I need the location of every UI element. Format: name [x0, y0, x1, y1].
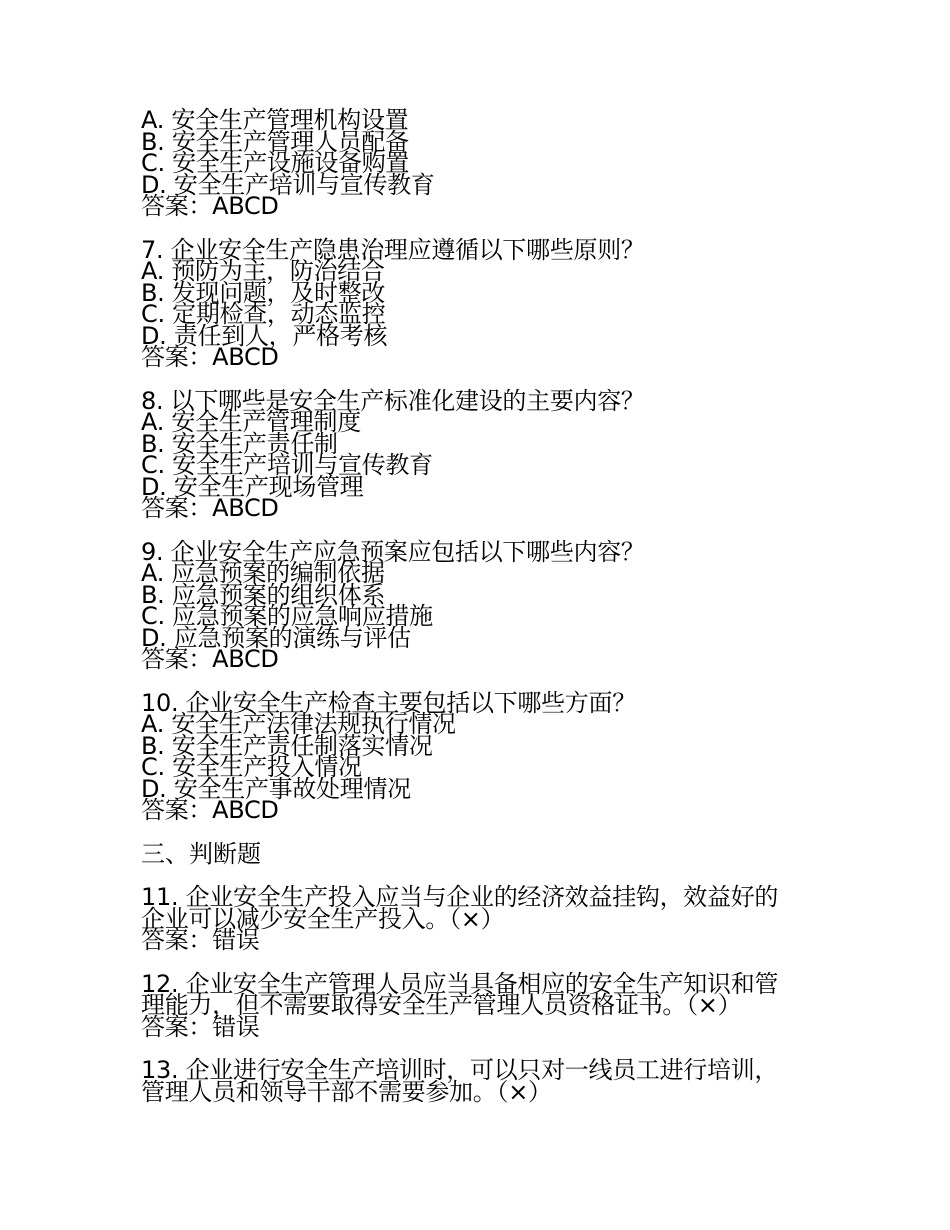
answer: 答案：错误	[141, 926, 260, 954]
option-c: C. 应急预案的应急响应措施	[141, 602, 433, 630]
question-text-line-2: 管理人员和领导干部不需要参加。（×）	[141, 1077, 552, 1106]
option-c: C. 安全生产培训与宣传教育	[141, 451, 433, 479]
option-d: D. 责任到人，严格考核	[141, 321, 388, 350]
question-7	[141, 235, 830, 371]
question-13	[141, 1056, 830, 1106]
question-text: 10. 企业安全生产检查主要包括以下哪些方面？	[141, 688, 636, 717]
question-12	[141, 969, 830, 1041]
question-text-line-1: 11. 企业安全生产投入应当与企业的经济效益挂钩，效益好的	[141, 883, 779, 911]
question-text: 8. 以下哪些是安全生产标准化建设的主要内容？	[141, 386, 645, 415]
answer: 答案：ABCD	[141, 645, 279, 673]
option-a: A. 安全生产管理制度	[141, 408, 361, 436]
question-text: 7. 企业安全生产隐患治理应遵循以下哪些原则？	[141, 235, 645, 264]
answer: 答案：ABCD	[141, 192, 279, 220]
answer: 答案：错误	[141, 1012, 260, 1041]
section-title-true-false: 三、判断题	[141, 839, 261, 868]
question-text: 9. 企业安全生产应急预案应包括以下哪些内容？	[141, 537, 645, 566]
option-b: B. 应急预案的组织体系	[141, 580, 386, 609]
question-8	[141, 386, 830, 522]
option-a: A. 应急预案的编制依据	[141, 559, 385, 587]
answer: 答案：ABCD	[141, 494, 279, 522]
option-b: B. 安全生产责任制落实情况	[141, 731, 433, 760]
option-c: C. 安全生产设施设备购置	[141, 149, 410, 177]
option-b: B. 安全生产责任制	[141, 429, 338, 458]
option-c: C. 定期检查，动态监控	[141, 300, 386, 328]
option-d: D. 安全生产现场管理	[141, 472, 364, 501]
question-text-line-1: 12. 企业安全生产管理人员应当具备相应的安全生产知识和管	[141, 969, 779, 998]
question-text-line-2: 理能力，但不需要取得安全生产管理人员资格证书。（×）	[141, 991, 742, 1019]
answer: 答案：ABCD	[141, 343, 279, 371]
question-10	[141, 688, 830, 824]
option-b: B. 发现问题，及时整改	[141, 278, 386, 307]
answer: 答案：ABCD	[141, 796, 279, 824]
option-d: D. 安全生产培训与宣传教育	[141, 170, 435, 199]
option-a: A. 安全生产管理机构设置	[141, 106, 409, 134]
question-9	[141, 537, 830, 673]
option-a: A. 安全生产法律法规执行情况	[141, 710, 456, 738]
option-c: C. 安全生产投入情况	[141, 753, 362, 781]
question-11	[141, 883, 830, 954]
question-text-line-2: 企业可以减少安全生产投入。（×）	[141, 904, 505, 933]
question-text-line-1: 13. 企业进行安全生产培训时，可以只对一线员工进行培训，	[141, 1056, 779, 1084]
question-6-tail	[141, 106, 830, 220]
option-d: D. 安全生产事故处理情况	[141, 774, 411, 803]
option-a: A. 预防为主，防治结合	[141, 257, 385, 285]
option-d: D. 应急预案的演练与评估	[141, 623, 411, 652]
option-b: B. 安全生产管理人员配备	[141, 127, 409, 156]
